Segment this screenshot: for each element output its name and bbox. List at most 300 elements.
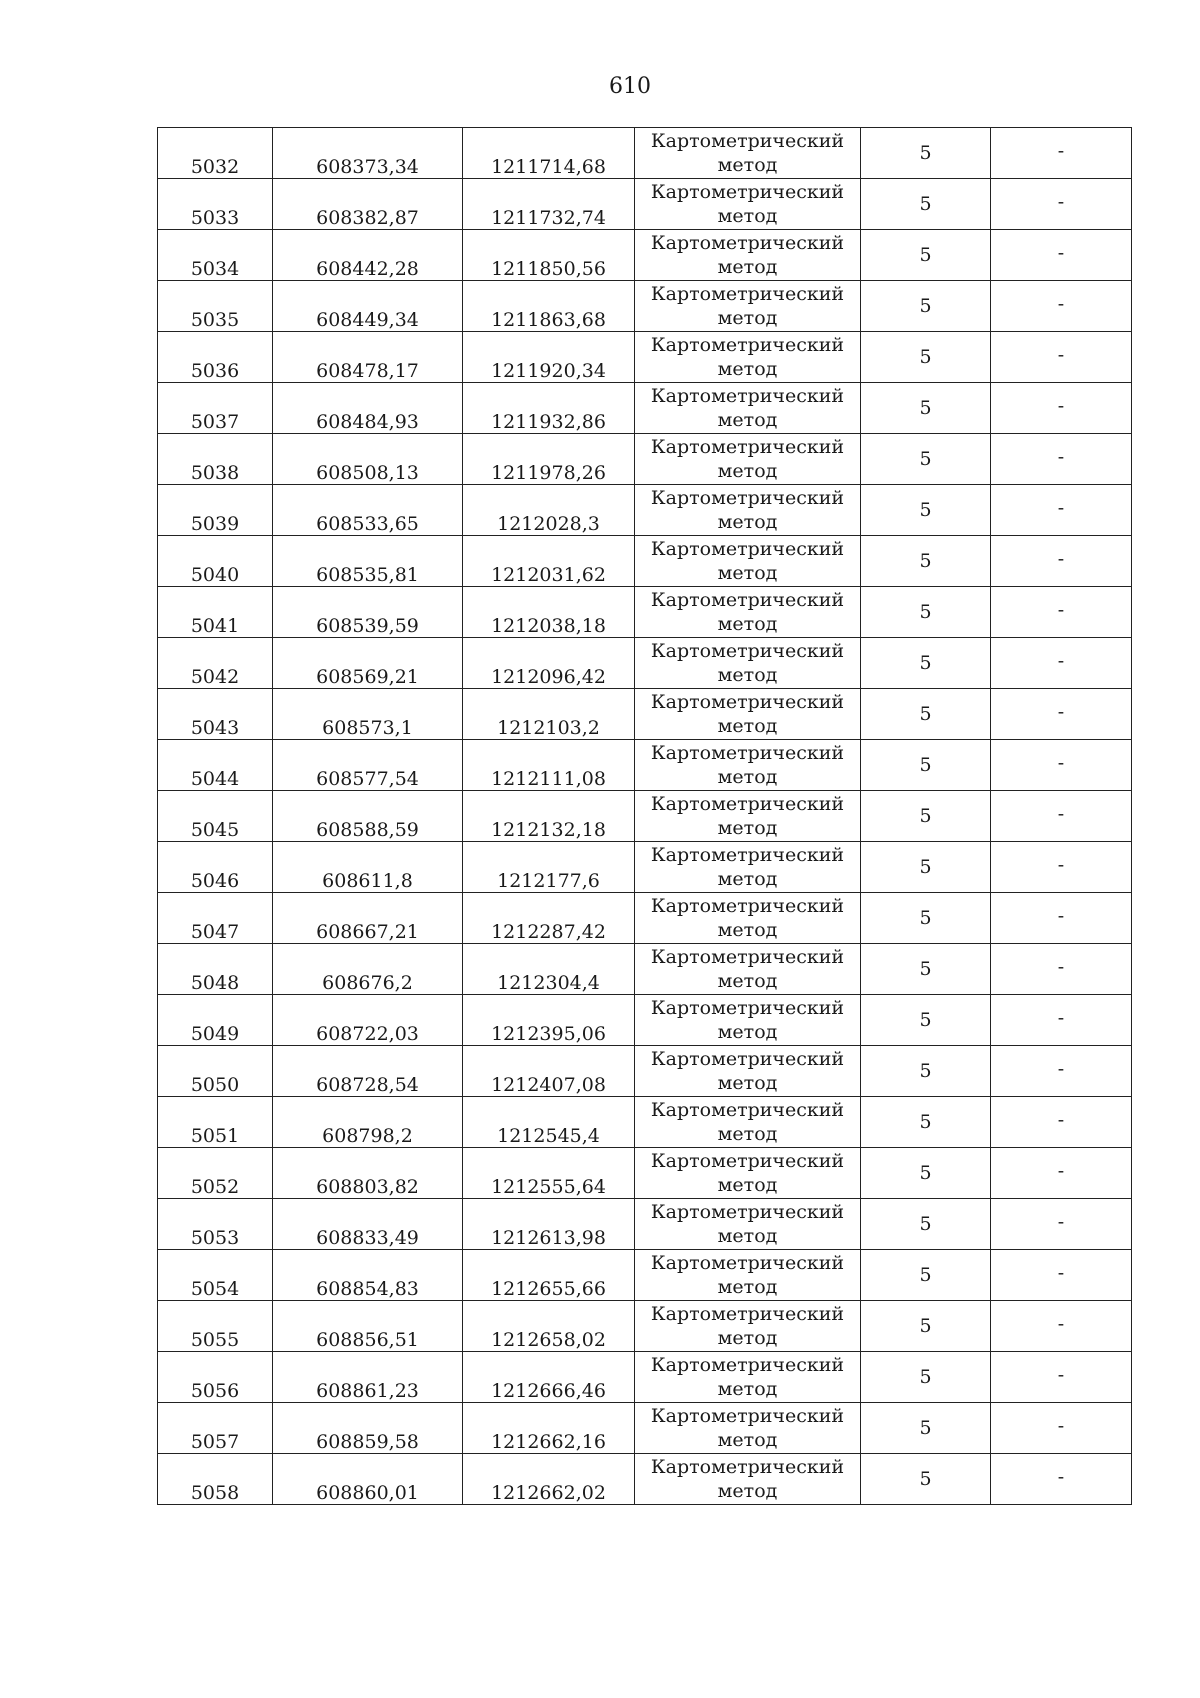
accuracy-value: 5 (919, 805, 932, 827)
point-number-cell (158, 689, 273, 740)
method-cell (635, 995, 861, 1046)
table-row (158, 1352, 1132, 1403)
accuracy-value: 5 (919, 499, 932, 521)
y-coordinate: 1212545,4 (497, 1125, 600, 1147)
point-number-cell (158, 383, 273, 434)
method-line2: метод (717, 1174, 778, 1196)
method-line1: Картометрический (650, 487, 845, 509)
point-number-cell (158, 587, 273, 638)
method-cell (635, 1046, 861, 1097)
accuracy-cell (861, 1097, 991, 1148)
method-line1: Картометрический (650, 946, 845, 968)
point-number-cell (158, 1403, 273, 1454)
accuracy-cell (861, 485, 991, 536)
x-coordinate-cell (273, 1352, 463, 1403)
method-line2: метод (717, 613, 778, 635)
note-cell (991, 587, 1132, 638)
method-line2: метод (717, 154, 778, 176)
accuracy-cell (861, 536, 991, 587)
note-cell (991, 893, 1132, 944)
point-number: 5045 (190, 819, 240, 841)
method-line1: Картометрический (650, 232, 845, 254)
note-cell (991, 383, 1132, 434)
x-coordinate-cell (273, 485, 463, 536)
point-number-cell (158, 944, 273, 995)
x-coordinate: 608803,82 (316, 1176, 419, 1198)
note-value: - (1057, 497, 1065, 519)
y-coordinate-cell (463, 1403, 635, 1454)
method-cell (635, 587, 861, 638)
note-cell (991, 281, 1132, 332)
coordinates-table (157, 127, 1132, 1505)
y-coordinate-cell (463, 893, 635, 944)
accuracy-cell (861, 1199, 991, 1250)
note-value: - (1057, 191, 1065, 213)
x-coordinate: 608478,17 (316, 360, 419, 382)
x-coordinate: 608535,81 (316, 564, 419, 586)
method-line1: Картометрический (650, 793, 845, 815)
point-number-cell (158, 1250, 273, 1301)
accuracy-cell (861, 689, 991, 740)
note-cell (991, 1403, 1132, 1454)
note-value: - (1057, 956, 1065, 978)
point-number-cell (158, 230, 273, 281)
method-line1: Картометрический (650, 1456, 845, 1478)
table-row (158, 842, 1132, 893)
accuracy-value: 5 (919, 1213, 932, 1235)
accuracy-value: 5 (919, 1162, 932, 1184)
note-cell (991, 1454, 1132, 1505)
method-line1: Картометрический (650, 895, 845, 917)
x-coordinate-cell (273, 1403, 463, 1454)
method-line2: метод (717, 1225, 778, 1247)
note-value: - (1057, 854, 1065, 876)
y-coordinate: 1211920,34 (491, 360, 606, 382)
point-number: 5046 (190, 870, 240, 892)
y-coordinate-cell (463, 230, 635, 281)
method-cell (635, 332, 861, 383)
point-number: 5035 (190, 309, 240, 331)
x-coordinate-cell (273, 740, 463, 791)
x-coordinate: 608508,13 (316, 462, 419, 484)
y-coordinate: 1212031,62 (491, 564, 606, 586)
method-cell (635, 689, 861, 740)
method-line2: метод (717, 817, 778, 839)
point-number-cell (158, 179, 273, 230)
method-cell (635, 893, 861, 944)
point-number: 5032 (190, 156, 240, 178)
point-number: 5044 (190, 768, 240, 790)
y-coordinate-cell (463, 1454, 635, 1505)
point-number: 5049 (190, 1023, 240, 1045)
accuracy-cell (861, 179, 991, 230)
note-cell (991, 995, 1132, 1046)
point-number-cell (158, 332, 273, 383)
y-coordinate: 1212666,46 (491, 1380, 606, 1402)
note-value: - (1057, 701, 1065, 723)
accuracy-value: 5 (919, 244, 932, 266)
method-cell (635, 842, 861, 893)
note-value: - (1057, 293, 1065, 315)
table-row (158, 638, 1132, 689)
method-cell (635, 638, 861, 689)
y-coordinate: 1212111,08 (491, 768, 606, 790)
x-coordinate-cell (273, 944, 463, 995)
y-coordinate: 1211714,68 (491, 156, 606, 178)
point-number: 5037 (190, 411, 240, 433)
note-value: - (1057, 242, 1065, 264)
note-cell (991, 128, 1132, 179)
point-number: 5056 (190, 1380, 240, 1402)
table-body (158, 128, 1132, 1505)
point-number: 5048 (190, 972, 240, 994)
method-line2: метод (717, 919, 778, 941)
method-line2: метод (717, 205, 778, 227)
y-coordinate-cell (463, 128, 635, 179)
note-value: - (1057, 803, 1065, 825)
point-number: 5042 (190, 666, 240, 688)
x-coordinate-cell (273, 1148, 463, 1199)
accuracy-cell (861, 740, 991, 791)
note-cell (991, 689, 1132, 740)
accuracy-cell (861, 791, 991, 842)
note-value: - (1057, 344, 1065, 366)
x-coordinate: 608382,87 (316, 207, 419, 229)
accuracy-value: 5 (919, 1111, 932, 1133)
note-value: - (1057, 1262, 1065, 1284)
y-coordinate-cell (463, 1148, 635, 1199)
note-value: - (1057, 1415, 1065, 1437)
note-cell (991, 1148, 1132, 1199)
accuracy-value: 5 (919, 346, 932, 368)
table-row (158, 485, 1132, 536)
method-line2: метод (717, 1429, 778, 1451)
accuracy-cell (861, 332, 991, 383)
accuracy-value: 5 (919, 958, 932, 980)
note-value: - (1057, 446, 1065, 468)
point-number-cell (158, 995, 273, 1046)
accuracy-cell (861, 230, 991, 281)
point-number: 5036 (190, 360, 240, 382)
method-cell (635, 1352, 861, 1403)
method-line2: метод (717, 1123, 778, 1145)
point-number-cell (158, 1301, 273, 1352)
y-coordinate-cell (463, 791, 635, 842)
x-coordinate: 608861,23 (316, 1380, 419, 1402)
table-row (158, 128, 1132, 179)
y-coordinate: 1212662,02 (491, 1482, 606, 1504)
point-number: 5033 (190, 207, 240, 229)
method-line1: Картометрический (650, 1303, 845, 1325)
point-number-cell (158, 1454, 273, 1505)
table-row (158, 383, 1132, 434)
x-coordinate-cell (273, 179, 463, 230)
method-line2: метод (717, 715, 778, 737)
table-row (158, 995, 1132, 1046)
x-coordinate: 608676,2 (322, 972, 413, 994)
method-line1: Картометрический (650, 385, 845, 407)
method-line1: Картометрический (650, 1201, 845, 1223)
table-row (158, 281, 1132, 332)
note-value: - (1057, 599, 1065, 621)
accuracy-value: 5 (919, 1366, 932, 1388)
y-coordinate-cell (463, 842, 635, 893)
note-cell (991, 1301, 1132, 1352)
accuracy-cell (861, 1148, 991, 1199)
method-cell (635, 1403, 861, 1454)
method-line2: метод (717, 562, 778, 584)
point-number: 5052 (190, 1176, 240, 1198)
point-number: 5055 (190, 1329, 240, 1351)
accuracy-value: 5 (919, 1468, 932, 1490)
point-number: 5039 (190, 513, 240, 535)
table-row (158, 1097, 1132, 1148)
accuracy-cell (861, 1454, 991, 1505)
note-cell (991, 944, 1132, 995)
y-coordinate-cell (463, 536, 635, 587)
method-cell (635, 179, 861, 230)
method-cell (635, 1250, 861, 1301)
method-cell (635, 1148, 861, 1199)
method-cell (635, 230, 861, 281)
y-coordinate: 1212287,42 (491, 921, 606, 943)
note-value: - (1057, 650, 1065, 672)
method-line1: Картометрический (650, 283, 845, 305)
y-coordinate: 1212407,08 (491, 1074, 606, 1096)
accuracy-cell (861, 383, 991, 434)
table-row (158, 1199, 1132, 1250)
y-coordinate: 1211850,56 (491, 258, 606, 280)
method-line2: метод (717, 511, 778, 533)
table-row (158, 1454, 1132, 1505)
y-coordinate: 1212658,02 (491, 1329, 606, 1351)
y-coordinate-cell (463, 1199, 635, 1250)
accuracy-value: 5 (919, 856, 932, 878)
x-coordinate-cell (273, 1250, 463, 1301)
method-line2: метод (717, 460, 778, 482)
x-coordinate-cell (273, 689, 463, 740)
point-number: 5053 (190, 1227, 240, 1249)
y-coordinate: 1212613,98 (491, 1227, 606, 1249)
point-number-cell (158, 1199, 273, 1250)
note-cell (991, 791, 1132, 842)
x-coordinate-cell (273, 1199, 463, 1250)
note-value: - (1057, 1211, 1065, 1233)
accuracy-cell (861, 1250, 991, 1301)
table-row (158, 230, 1132, 281)
accuracy-value: 5 (919, 295, 932, 317)
point-number: 5034 (190, 258, 240, 280)
point-number: 5040 (190, 564, 240, 586)
x-coordinate: 608539,59 (316, 615, 419, 637)
x-coordinate: 608860,01 (316, 1482, 419, 1504)
x-coordinate-cell (273, 230, 463, 281)
x-coordinate: 608859,58 (316, 1431, 419, 1453)
point-number: 5054 (190, 1278, 240, 1300)
page-number: 610 (609, 74, 651, 99)
y-coordinate-cell (463, 1352, 635, 1403)
note-cell (991, 740, 1132, 791)
x-coordinate-cell (273, 128, 463, 179)
method-cell (635, 1301, 861, 1352)
method-line1: Картометрический (650, 334, 845, 356)
table-row (158, 179, 1132, 230)
accuracy-cell (861, 944, 991, 995)
accuracy-value: 5 (919, 448, 932, 470)
table-row (158, 536, 1132, 587)
point-number-cell (158, 434, 273, 485)
method-line1: Картометрический (650, 640, 845, 662)
x-coordinate: 608833,49 (316, 1227, 419, 1249)
method-line1: Картометрический (650, 997, 845, 1019)
method-line1: Картометрический (650, 1099, 845, 1121)
y-coordinate-cell (463, 587, 635, 638)
method-line2: метод (717, 1072, 778, 1094)
note-cell (991, 1199, 1132, 1250)
method-cell (635, 740, 861, 791)
note-cell (991, 434, 1132, 485)
note-value: - (1057, 1109, 1065, 1131)
method-cell (635, 791, 861, 842)
y-coordinate: 1212028,3 (497, 513, 600, 535)
method-line1: Картометрический (650, 742, 845, 764)
x-coordinate: 608798,2 (322, 1125, 413, 1147)
y-coordinate: 1211863,68 (491, 309, 606, 331)
table-row (158, 332, 1132, 383)
x-coordinate-cell (273, 1454, 463, 1505)
x-coordinate: 608569,21 (316, 666, 419, 688)
accuracy-value: 5 (919, 1264, 932, 1286)
accuracy-cell (861, 842, 991, 893)
x-coordinate: 608611,8 (322, 870, 413, 892)
note-value: - (1057, 140, 1065, 162)
y-coordinate-cell (463, 1097, 635, 1148)
y-coordinate-cell (463, 281, 635, 332)
note-value: - (1057, 395, 1065, 417)
accuracy-cell (861, 1352, 991, 1403)
x-coordinate: 608449,34 (316, 309, 419, 331)
point-number-cell (158, 281, 273, 332)
accuracy-value: 5 (919, 652, 932, 674)
point-number-cell (158, 1148, 273, 1199)
x-coordinate-cell (273, 383, 463, 434)
x-coordinate-cell (273, 536, 463, 587)
method-cell (635, 1097, 861, 1148)
y-coordinate-cell (463, 332, 635, 383)
y-coordinate: 1212662,16 (491, 1431, 606, 1453)
y-coordinate-cell (463, 1301, 635, 1352)
method-cell (635, 485, 861, 536)
y-coordinate-cell (463, 944, 635, 995)
x-coordinate: 608722,03 (316, 1023, 419, 1045)
note-value: - (1057, 548, 1065, 570)
accuracy-cell (861, 587, 991, 638)
table-row (158, 587, 1132, 638)
note-value: - (1057, 1313, 1065, 1335)
method-line1: Картометрический (650, 691, 845, 713)
accuracy-cell (861, 1403, 991, 1454)
y-coordinate: 1212103,2 (497, 717, 600, 739)
table-row (158, 944, 1132, 995)
table-row (158, 1403, 1132, 1454)
x-coordinate-cell (273, 842, 463, 893)
y-coordinate-cell (463, 485, 635, 536)
note-cell (991, 179, 1132, 230)
method-line2: метод (717, 1327, 778, 1349)
note-value: - (1057, 1364, 1065, 1386)
accuracy-value: 5 (919, 1315, 932, 1337)
x-coordinate-cell (273, 587, 463, 638)
accuracy-cell (861, 128, 991, 179)
method-line2: метод (717, 1276, 778, 1298)
y-coordinate-cell (463, 434, 635, 485)
x-coordinate-cell (273, 638, 463, 689)
method-line2: метод (717, 1480, 778, 1502)
point-number-cell (158, 638, 273, 689)
point-number: 5058 (190, 1482, 240, 1504)
accuracy-value: 5 (919, 907, 932, 929)
y-coordinate-cell (463, 1046, 635, 1097)
method-line1: Картометрический (650, 1252, 845, 1274)
method-line1: Картометрический (650, 1405, 845, 1427)
accuracy-value: 5 (919, 397, 932, 419)
point-number: 5057 (190, 1431, 240, 1453)
point-number-cell (158, 1097, 273, 1148)
accuracy-value: 5 (919, 703, 932, 725)
accuracy-value: 5 (919, 1009, 932, 1031)
y-coordinate: 1212555,64 (491, 1176, 606, 1198)
y-coordinate-cell (463, 638, 635, 689)
x-coordinate-cell (273, 791, 463, 842)
accuracy-value: 5 (919, 754, 932, 776)
x-coordinate: 608588,59 (316, 819, 419, 841)
method-cell (635, 128, 861, 179)
x-coordinate: 608533,65 (316, 513, 419, 535)
note-value: - (1057, 1058, 1065, 1080)
accuracy-value: 5 (919, 1417, 932, 1439)
y-coordinate: 1212304,4 (497, 972, 600, 994)
method-cell (635, 281, 861, 332)
method-line1: Картометрический (650, 538, 845, 560)
point-number: 5043 (190, 717, 240, 739)
note-cell (991, 1097, 1132, 1148)
method-line2: метод (717, 1021, 778, 1043)
method-cell (635, 434, 861, 485)
x-coordinate: 608667,21 (316, 921, 419, 943)
point-number-cell (158, 1352, 273, 1403)
y-coordinate: 1211932,86 (491, 411, 606, 433)
note-value: - (1057, 1466, 1065, 1488)
x-coordinate: 608854,83 (316, 1278, 419, 1300)
x-coordinate: 608442,28 (316, 258, 419, 280)
method-line2: метод (717, 1378, 778, 1400)
note-value: - (1057, 1007, 1065, 1029)
accuracy-value: 5 (919, 193, 932, 215)
x-coordinate: 608373,34 (316, 156, 419, 178)
table-row (158, 740, 1132, 791)
method-cell (635, 383, 861, 434)
point-number-cell (158, 128, 273, 179)
x-coordinate-cell (273, 995, 463, 1046)
method-line2: метод (717, 970, 778, 992)
method-cell (635, 944, 861, 995)
accuracy-cell (861, 995, 991, 1046)
accuracy-value: 5 (919, 601, 932, 623)
method-line1: Картометрический (650, 130, 845, 152)
method-line1: Картометрический (650, 844, 845, 866)
method-cell (635, 536, 861, 587)
method-line2: метод (717, 664, 778, 686)
